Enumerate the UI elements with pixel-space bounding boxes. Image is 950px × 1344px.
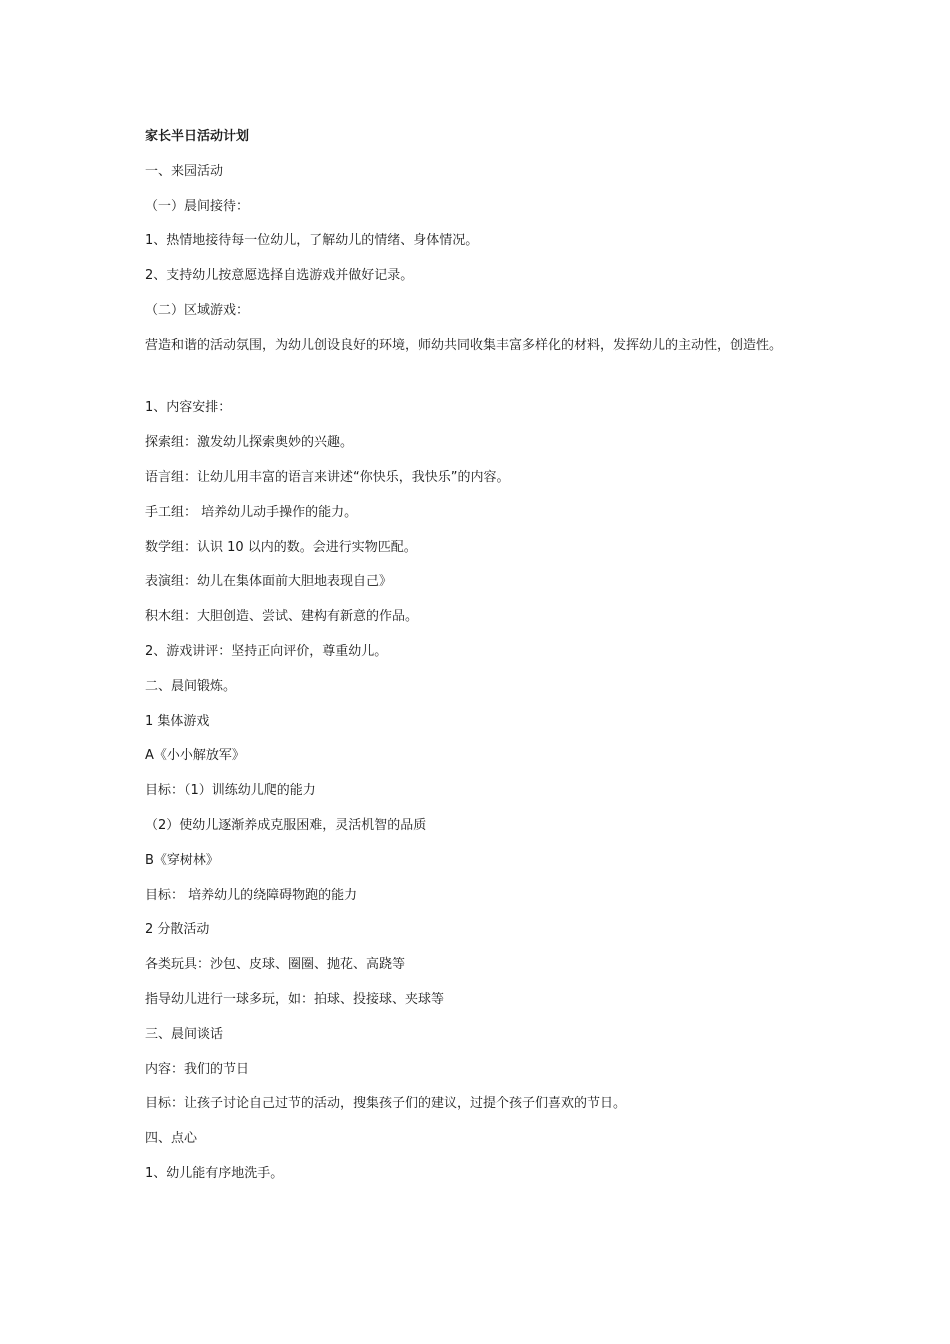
paragraph-line: 语言组：让幼儿用丰富的语言来讲述“你快乐，我快乐”的内容。	[145, 469, 510, 485]
paragraph-line: 1、幼儿能有序地洗手。	[145, 1165, 284, 1181]
paragraph-line: 目标：让孩子讨论自己过节的活动，搜集孩子们的建议，过提个孩子们喜欢的节日。	[145, 1096, 627, 1112]
paragraph-line: 手工组： 培养幼儿动手操作的能力。	[145, 504, 358, 520]
paragraph-line: 积木组：大胆创造、尝试、建构有新意的作品。	[145, 609, 419, 625]
subsection-heading: （一）晨间接待：	[145, 198, 250, 214]
paragraph-line: B《穿树林》	[145, 852, 219, 868]
paragraph-line: 目标： 培养幼儿的绕障碍物跑的能力	[145, 887, 358, 903]
paragraph-line: （2）使幼儿逐渐养成克服困难，灵活机智的品质	[145, 817, 427, 833]
section-heading: 二、晨间锻炼。	[145, 678, 237, 694]
section-heading: 一、来园活动	[145, 163, 224, 179]
document-title: 家长半日活动计划	[145, 129, 250, 144]
section-heading: 三、晨间谈话	[145, 1026, 224, 1042]
paragraph-text: 营造和谐的活动氛围，为幼儿创设良好的环境，师幼共同收集丰富多样化的材料，发挥幼儿的主动性，创造性。	[145, 337, 783, 353]
paragraph-line: 指导幼儿进行一球多玩，如：拍球、投接球、夹球等	[145, 991, 445, 1007]
paragraph-line: 2、游戏讲评：坚持正向评价，尊重幼儿。	[145, 643, 388, 659]
paragraph-line: 1、热情地接待每一位幼儿，了解幼儿的情绪、身体情况。	[145, 233, 479, 249]
paragraph-line: 2、支持幼儿按意愿选择自选游戏并做好记录。	[145, 268, 414, 284]
document-body	[145, 127, 815, 1199]
paragraph-line: 内容：我们的节日	[145, 1061, 250, 1077]
section-heading: 四、点心	[145, 1131, 198, 1147]
paragraph-line: 数学组：认识 10 以内的数。会进行实物匹配。	[145, 539, 417, 555]
paragraph-line: 目标：（1）训练幼儿爬的能力	[145, 783, 316, 799]
paragraph-line: 1、内容安排：	[145, 400, 232, 416]
paragraph-wrapped	[145, 329, 815, 399]
paragraph-line: 表演组：幼儿在集体面前大胆地表现自己》	[145, 574, 393, 590]
paragraph-line: A《小小解放军》	[145, 748, 245, 764]
paragraph-line: 各类玩具：沙包、皮球、圈圈、抛花、高跷等	[145, 957, 406, 973]
subsection-heading: （二）区域游戏：	[145, 302, 250, 318]
paragraph-line: 1 集体游戏	[145, 713, 210, 729]
paragraph-line: 2 分散活动	[145, 922, 210, 938]
paragraph-line: 探索组：激发幼儿探索奥妙的兴趣。	[145, 435, 354, 451]
